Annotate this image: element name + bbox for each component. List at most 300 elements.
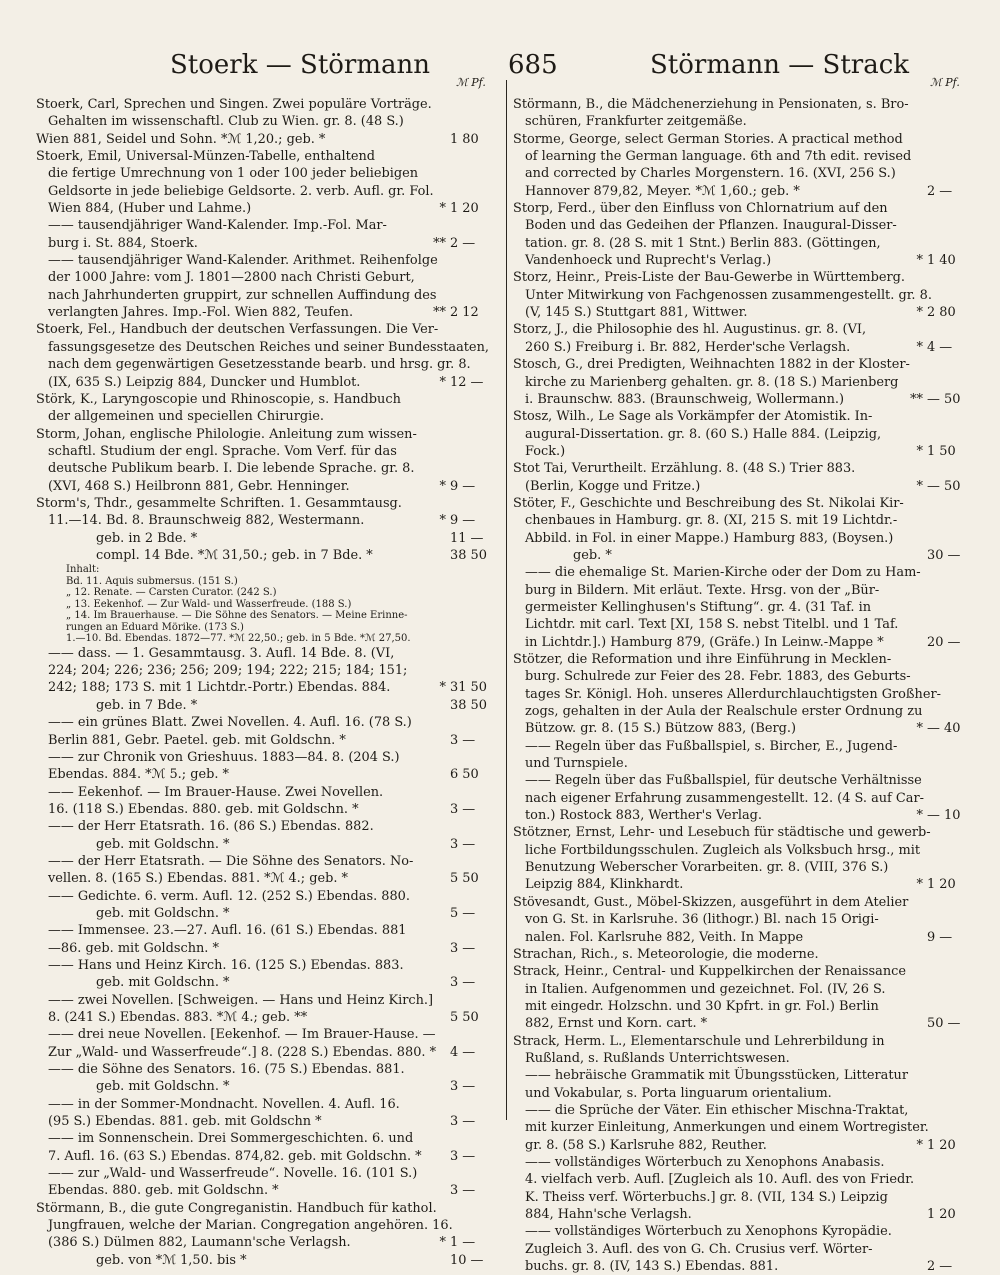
catalog-line <box>513 1154 971 1171</box>
entry-text: Fock.) <box>525 443 566 459</box>
entry-text: —— der Herr Etatsrath. 16. (86 S.) Ebendas. 882. <box>48 819 374 835</box>
catalog-line <box>36 888 494 905</box>
catalog-line <box>513 512 971 529</box>
entry-text: Stötzer, die Reformation und ihre Einführung in Mecklen- <box>513 652 892 667</box>
catalog-line <box>513 634 971 651</box>
catalog-line <box>36 443 494 460</box>
catalog-line <box>513 755 971 772</box>
entry-text: Storm's, Thdr., gesammelte Schriften. 1. Gesammtausg. <box>36 495 402 511</box>
entry-text: Boden und das Gedeihen der Pflanzen. Inaugural-Disser- <box>525 218 897 234</box>
entry-text: —— Regeln über das Fußballspiel, s. Bircher, E., Jugend- <box>525 738 898 754</box>
entry-text: geb. mit Goldschn. * <box>96 836 230 852</box>
catalog-line <box>513 963 971 980</box>
entry-text: —— zur „Wald- und Wasserfreude“. Novelle. 16. (101 S.) <box>48 1166 418 1182</box>
entry-text: gr. 8. (58 S.) Karlsruhe 882, Reuther. <box>525 1137 767 1153</box>
catalog-line <box>513 1067 971 1084</box>
entry-text: Hannover 879,82, Meyer. *ℳ 1,60.; geb. * <box>525 183 800 199</box>
catalog-line <box>36 165 494 182</box>
catalog-line <box>36 922 494 939</box>
entry-text: mit kurzer Einleitung, Anmerkungen und einem Wortregister. <box>525 1120 929 1136</box>
price: 9 — <box>927 929 953 945</box>
price: — 50 <box>927 478 961 494</box>
column-divider <box>506 80 507 1120</box>
catalog-line <box>513 772 971 789</box>
entry-text: (XVI, 468 S.) Heilbronn 881, Gebr. Henninger. <box>48 478 350 494</box>
entry-text: —— dass. — 1. Gesammtausg. 3. Aufl. 14 Bde. 8. (VI, <box>48 645 395 661</box>
entry-text: Stöter, F., Geschichte und Beschreibung des St. Nikolai Kir- <box>513 495 904 511</box>
catalog-line <box>513 703 971 720</box>
catalog-line <box>36 801 494 818</box>
catalog-line <box>36 818 494 835</box>
price: — 10 <box>927 808 961 824</box>
entry-text: Bd. 11. Aquis submersus. (151 S.) <box>66 575 238 587</box>
entry-text: „ 14. Im Brauerhause. — Die Söhne des Senators. — Meine Erinne- <box>66 610 408 622</box>
entry-text: (386 S.) Dülmen 882, Laumann'sche Verlagsh. <box>48 1235 351 1251</box>
catalog-line <box>513 1137 971 1154</box>
price-marker: * <box>916 1137 923 1153</box>
catalog-line <box>513 200 971 217</box>
entry-text: —— die Sprüche der Väter. Ein ethischer Mischna-Traktat, <box>525 1102 909 1118</box>
entry-text: und Vokabular, s. Porta linguarum orientalium. <box>525 1085 832 1101</box>
catalog-line <box>36 235 494 252</box>
catalog-line <box>513 235 971 252</box>
catalog-line <box>513 1033 971 1050</box>
catalog-line <box>36 1165 494 1182</box>
entry-text: Abbild. in Fol. in einer Mappe.) Hamburg 883, (Boysen.) <box>525 530 894 546</box>
catalog-line <box>36 304 494 321</box>
catalog-line <box>513 1050 971 1067</box>
entry-text: —— hebräische Grammatik mit Übungsstücken, Litteratur <box>525 1068 909 1084</box>
entry-text: die fertige Umrechnung von 1 oder 100 jeder beliebigen <box>48 166 419 182</box>
price: 9 — <box>450 513 476 529</box>
price: 3 — <box>450 940 476 956</box>
catalog-line <box>36 576 494 588</box>
entry-text: und Turnspiele. <box>525 756 628 772</box>
entry-text: (Berlin, Kogge und Fritze.) <box>525 478 701 494</box>
entry-text: K. Theiss verf. Wörterbuchs.] gr. 8. (VII, 134 S.) Leipzig <box>525 1189 888 1205</box>
catalog-line <box>513 998 971 1015</box>
entry-text: 242; 188; 173 S. mit 1 Lichtdr.-Portr.) Ebendas. 884. <box>48 680 391 696</box>
catalog-line <box>513 374 971 391</box>
entry-text: nalen. Fol. Karlsruhe 882, Veith. In Mappe <box>525 929 804 945</box>
entry-text: compl. 14 Bde. *ℳ 31,50.; geb. in 7 Bde. * <box>96 547 373 563</box>
catalog-line <box>513 321 971 338</box>
catalog-line <box>36 96 494 113</box>
catalog-line <box>36 599 494 611</box>
catalog-line <box>513 1258 971 1275</box>
entry-text: in Lichtdr.].) Hamburg 879, (Gräfe.) In Leinw.-Mappe * <box>525 634 884 650</box>
entry-text: rungen an Eduard Mörike. (173 S.) <box>66 621 244 633</box>
entry-text: Stosz, Wilh., Le Sage als Vorkämpfer der Atomistik. In- <box>513 409 873 425</box>
catalog-line <box>36 1234 494 1251</box>
entry-text: Stot Tai, Verurtheilt. Erzählung. 8. (48 S.) Trier 883. <box>513 461 856 477</box>
entry-text: mit eingedr. Holzschn. und 30 Kpfrt. in gr. Fol.) Berlin <box>525 998 879 1014</box>
entry-text: —— tausendjähriger Wand-Kalender. Imp.-Fol. Mar- <box>48 218 387 234</box>
entry-text: Vandenhoeck und Ruprecht's Verlag.) <box>525 253 772 269</box>
price-marker: * <box>439 680 446 696</box>
price: 3 — <box>450 975 476 991</box>
price: 12 — <box>450 374 484 390</box>
entry-text: Stötzner, Ernst, Lehr- und Lesebuch für städtische und gewerb- <box>513 825 931 841</box>
catalog-line <box>36 645 494 662</box>
price: 1 20 <box>927 1137 956 1153</box>
catalog-line <box>36 853 494 870</box>
catalog-line <box>36 622 494 634</box>
catalog-line <box>513 460 971 477</box>
entry-text: nach dem gegenwärtigen Gesetzesstande bearb. und hrsg. gr. 8. <box>48 357 471 373</box>
entry-text: 882, Ernst und Korn. cart. * <box>525 1016 708 1032</box>
catalog-line <box>36 217 494 234</box>
price: 5 — <box>450 905 476 921</box>
catalog-line <box>36 495 494 512</box>
catalog-line <box>36 974 494 991</box>
catalog-line <box>513 96 971 113</box>
catalog-line <box>513 842 971 859</box>
entry-text: tages Sr. Königl. Hoh. unseres Allerdurchlauchtigsten Großher- <box>525 686 941 702</box>
entry-text: schüren, Frankfurter zeitgemäße. <box>525 114 747 130</box>
entry-text: Geldsorte in jede beliebige Geldsorte. 2. verb. Aufl. gr. Fol. <box>48 183 434 199</box>
price-marker: * <box>916 305 923 321</box>
entry-text: „ 13. Eekenhof. — Zur Wald- und Wasserfreude. (188 S.) <box>66 598 352 610</box>
catalog-line <box>36 1217 494 1234</box>
entry-text: vellen. 8. (165 S.) Ebendas. 881. *ℳ 4.; geb. * <box>48 871 348 887</box>
catalog-line <box>36 610 494 622</box>
entry-text: kirche zu Marienberg gehalten. gr. 8. (18 S.) Marienberg <box>525 374 899 390</box>
catalog-line <box>513 686 971 703</box>
catalog-line <box>36 992 494 1009</box>
entry-text: nach eigener Erfahrung zusammengestellt. 12. (4 S. auf Car- <box>525 790 924 806</box>
entry-text: buchs. gr. 8. (IV, 143 S.) Ebendas. 881. <box>525 1259 779 1275</box>
price-marker: * <box>439 201 446 217</box>
price: 3 — <box>450 801 476 817</box>
price-marker: * <box>439 1235 446 1251</box>
price-marker: ** <box>433 235 446 251</box>
entry-text: Storm, Johan, englische Philologie. Anleitung zum wissen- <box>36 426 417 442</box>
entry-text: geb. mit Goldschn. * <box>96 975 230 991</box>
catalog-line <box>36 460 494 477</box>
entry-text: —— Gedichte. 6. verm. Aufl. 12. (252 S.) Ebendas. 880. <box>48 888 410 904</box>
price-marker: * <box>916 339 923 355</box>
entry-text: Wien 881, Seidel und Sohn. *ℳ 1,20.; geb. * <box>36 131 326 147</box>
price: 6 50 <box>450 767 479 783</box>
catalog-line <box>513 1223 971 1240</box>
catalog-line <box>36 287 494 304</box>
entry-text: 1.—10. Bd. Ebendas. 1872—77. *ℳ 22,50.; geb. in 5 Bde. *ℳ 27,50. <box>66 633 411 645</box>
entry-text: geb. von *ℳ 1,50. bis * <box>96 1252 247 1268</box>
entry-text: Unter Mitwirkung von Fachgenossen zusammengestellt. gr. 8. <box>525 287 932 303</box>
entry-text: der 1000 Jahre: vom J. 1801—2800 nach Christi Geburt, <box>48 270 415 286</box>
catalog-line <box>36 714 494 731</box>
catalog-line <box>513 564 971 581</box>
entry-text: 224; 204; 226; 236; 256; 209; 194; 222; 215; 184; 151; <box>48 663 408 679</box>
catalog-line <box>513 651 971 668</box>
catalog-line <box>513 165 971 182</box>
catalog-line <box>36 1148 494 1165</box>
price: 9 — <box>450 478 476 494</box>
catalog-line <box>513 304 971 321</box>
catalog-line <box>513 929 971 946</box>
catalog-line <box>36 113 494 130</box>
catalog-line <box>36 512 494 529</box>
price-marker: * <box>439 513 446 529</box>
entry-text: —— Regeln über das Fußballspiel, für deutsche Verhältnisse <box>525 773 922 789</box>
entry-text: Stosch, G., drei Predigten, Weihnachten 1882 in der Kloster- <box>513 357 910 373</box>
price: 10 — <box>450 1252 484 1268</box>
catalog-line <box>36 1182 494 1199</box>
catalog-line <box>513 1085 971 1102</box>
entry-text: Ebendas. 884. *ℳ 5.; geb. * <box>48 767 229 783</box>
price: 3 — <box>450 732 476 748</box>
entry-text: Storz, J., die Philosophie des hl. Augustinus. gr. 8. (VI, <box>513 322 867 338</box>
catalog-line <box>36 478 494 495</box>
price-unit-right: ℳ Pf. <box>930 76 960 89</box>
catalog-line <box>513 547 971 564</box>
catalog-line <box>513 269 971 286</box>
catalog-line <box>36 679 494 696</box>
entry-text: fassungsgesetze des Deutschen Reiches und seiner Bundesstaaten, <box>48 339 489 355</box>
entry-text: —— die Söhne des Senators. 16. (75 S.) Ebendas. 881. <box>48 1062 405 1078</box>
catalog-line <box>513 616 971 633</box>
price-marker: * <box>916 443 923 459</box>
entry-text: and corrected by Charles Morgenstern. 16. (XVI, 256 S.) <box>525 166 896 182</box>
entry-text: „ 12. Renate. — Carsten Curator. (242 S.) <box>66 587 277 599</box>
page-number: 685 <box>508 50 558 80</box>
catalog-line <box>513 738 971 755</box>
entry-text: —— in der Sommer-Mondnacht. Novellen. 4. Aufl. 16. <box>48 1096 400 1112</box>
catalog-line <box>513 668 971 685</box>
catalog-line <box>513 1015 971 1032</box>
entry-text: ton.) Rostock 883, Werther's Verlag. <box>525 808 763 824</box>
catalog-line <box>513 790 971 807</box>
catalog-line <box>36 131 494 148</box>
catalog-line <box>513 894 971 911</box>
catalog-line <box>513 495 971 512</box>
entry-text: Storp, Ferd., über den Einfluss von Chlornatrium auf den <box>513 201 888 217</box>
entry-text: geb. in 2 Bde. * <box>96 530 198 546</box>
entry-text: i. Braunschw. 883. (Braunschweig, Wollermann.) <box>525 391 845 407</box>
entry-text: zogs, gehalten in der Aula der Realschule erster Ordnung zu <box>525 704 923 720</box>
catalog-line <box>36 356 494 373</box>
catalog-line <box>513 1102 971 1119</box>
catalog-line <box>513 478 971 495</box>
price-marker: * <box>916 721 923 737</box>
catalog-line <box>36 1113 494 1130</box>
catalog-line <box>36 339 494 356</box>
catalog-line <box>513 1119 971 1136</box>
catalog-line <box>513 720 971 737</box>
entry-text: —— tausendjähriger Wand-Kalender. Arithmet. Reihenfolge <box>48 253 438 269</box>
entry-text: 260 S.) Freiburg i. Br. 882, Herder'sche Verlagsh. <box>525 339 851 355</box>
entry-text: geb. mit Goldschn. * <box>96 1079 230 1095</box>
price: 3 — <box>450 836 476 852</box>
price: 1 — <box>450 1235 476 1251</box>
catalog-line <box>513 530 971 547</box>
catalog-line <box>36 940 494 957</box>
catalog-line <box>513 183 971 200</box>
entry-text: Benutzung Weberscher Vorarbeiten. gr. 8. (VIII, 376 S.) <box>525 860 889 876</box>
entry-text: liche Fortbildungsschulen. Zugleich als Volksbuch hrsg., mit <box>525 842 921 858</box>
price: 31 50 <box>450 680 487 696</box>
entry-text: —— Hans und Heinz Kirch. 16. (125 S.) Ebendas. 883. <box>48 957 404 973</box>
price: 2 — <box>450 235 476 251</box>
catalog-line <box>513 113 971 130</box>
price: 1 20 <box>450 201 479 217</box>
entry-text: —— Eekenhof. — Im Brauer-Hause. Zwei Novellen. <box>48 784 384 800</box>
price: — 40 <box>927 721 961 737</box>
entry-text: burg in Bildern. Mit erläut. Texte. Hrsg. von der „Bür- <box>525 582 880 598</box>
catalog-line <box>36 587 494 599</box>
entry-text: 16. (118 S.) Ebendas. 880. geb. mit Goldschn. * <box>48 801 359 817</box>
price-marker: * <box>916 808 923 824</box>
entry-text: Lichtdr. mit carl. Text [XI, 158 S. nebst Titelbl. und 1 Taf. <box>525 617 899 633</box>
catalog-line <box>513 599 971 616</box>
entry-text: Stövesandt, Gust., Möbel-Skizzen, ausgeführt in dem Atelier <box>513 894 909 910</box>
entry-text: Inhalt: <box>66 564 100 576</box>
entry-text: Zugleich 3. Aufl. des von G. Ch. Crusius verf. Wörter- <box>525 1241 873 1257</box>
entry-text: —— ein grünes Blatt. Zwei Novellen. 4. Aufl. 16. (78 S.) <box>48 715 412 731</box>
catalog-line <box>513 408 971 425</box>
catalog-line <box>36 374 494 391</box>
price: 38 50 <box>450 547 487 563</box>
price: 1 20 <box>927 877 956 893</box>
catalog-line <box>513 426 971 443</box>
catalog-line <box>36 732 494 749</box>
catalog-line <box>513 946 971 963</box>
catalog-line <box>36 183 494 200</box>
entry-text: Ebendas. 880. geb. mit Goldschn. * <box>48 1183 279 1199</box>
entry-text: 8. (241 S.) Ebendas. 883. *ℳ 4.; geb. ** <box>48 1010 308 1025</box>
page-header <box>30 50 970 90</box>
price-marker: ** <box>910 391 923 407</box>
price: 2 80 <box>927 305 956 321</box>
catalog-line <box>36 1130 494 1147</box>
price: 2 — <box>927 183 953 199</box>
price-marker: * <box>916 253 923 269</box>
price: 5 50 <box>450 1010 479 1025</box>
entry-text: Strack, Heinr., Central- und Kuppelkirchen der Renaissance <box>513 964 906 980</box>
price-unit-left: ℳ Pf. <box>456 76 486 89</box>
entry-text: in Italien. Aufgenommen und gezeichnet. Fol. (IV, 26 S. <box>525 981 886 997</box>
catalog-line <box>513 217 971 234</box>
entry-text: —— vollständiges Wörterbuch zu Xenophons Anabasis. <box>525 1154 885 1170</box>
entry-text: —— zwei Novellen. [Schweigen. — Hans und Heinz Kirch.] <box>48 992 434 1008</box>
entry-text: of learning the German language. 6th and 7th edit. revised <box>525 149 912 165</box>
catalog-line <box>36 870 494 887</box>
price: 1 50 <box>927 443 956 459</box>
entry-text: —— der Herr Etatsrath. — Die Söhne des Senators. No- <box>48 853 414 869</box>
price-marker: ** <box>433 305 446 321</box>
entry-text: 11.—14. Bd. 8. Braunschweig 882, Westermann. <box>48 513 365 529</box>
entry-text: 7. Aufl. 16. (63 S.) Ebendas. 874,82. geb. mit Goldschn. * <box>48 1148 422 1164</box>
entry-text: geb. in 7 Bde. * <box>96 697 198 713</box>
entry-text: geb. * <box>573 547 612 563</box>
entry-text: Stoerk, Fel., Handbuch der deutschen Verfassungen. Die Ver- <box>36 322 439 338</box>
catalog-line <box>513 859 971 876</box>
entry-text: Zur „Wald- und Wasserfreude“.] 8. (228 S.) Ebendas. 880. * <box>48 1044 437 1060</box>
catalog-line <box>513 391 971 408</box>
entry-text: —— vollständiges Wörterbuch zu Xenophons Kyropädie. <box>525 1224 892 1240</box>
catalog-line <box>513 131 971 148</box>
entry-text: Storz, Heinr., Preis-Liste der Bau-Gewerbe in Württemberg. <box>513 270 906 286</box>
entry-text: Wien 884, (Huber und Lahme.) <box>48 201 252 217</box>
entry-text: 884, Hahn'sche Verlagsh. <box>525 1207 692 1222</box>
price: 4 — <box>450 1044 476 1060</box>
catalog-line <box>513 1241 971 1258</box>
catalog-line <box>36 426 494 443</box>
entry-text: Störmann, B., die Mädchenerziehung in Pensionaten, s. Bro- <box>513 97 909 112</box>
entry-text: burg. Schulrede zur Feier des 28. Febr. 1883, des Geburts- <box>525 669 911 685</box>
price: 2 12 <box>450 305 479 321</box>
price: 3 — <box>450 1183 476 1199</box>
entry-text: deutsche Publikum bearb. I. Die lebende Sprache. gr. 8. <box>48 461 415 477</box>
catalog-line <box>513 911 971 928</box>
entry-text: Berlin 881, Gebr. Paetel. geb. mit Goldschn. * <box>48 732 346 748</box>
entry-text: —— die ehemalige St. Marien-Kirche oder der Dom zu Ham- <box>525 565 921 581</box>
entry-text: Bützow. gr. 8. (15 S.) Bützow 883, (Berg.) <box>525 721 797 737</box>
price: 38 50 <box>450 697 487 713</box>
entry-text: —— drei neue Novellen. [Eekenhof. — Im Brauer-Hause. — <box>48 1027 436 1043</box>
entry-text: burg i. St. 884, Stoerk. <box>48 235 198 251</box>
catalog-line <box>36 408 494 425</box>
entry-text: Leipzig 884, Klinkhardt. <box>525 877 684 893</box>
entry-text: nach Jahrhunderten gruppirt, zur schnellen Auffindung des <box>48 287 437 303</box>
catalog-line <box>36 269 494 286</box>
price-marker: * <box>439 374 446 390</box>
price: 50 — <box>927 1016 961 1032</box>
entry-text: verlangten Jahres. Imp.-Fol. Wien 882, Teufen. <box>48 305 354 321</box>
catalog-line <box>513 876 971 893</box>
catalog-line <box>36 697 494 714</box>
entry-text: —86. geb. mit Goldschn. * <box>48 940 219 956</box>
catalog-line <box>513 1171 971 1188</box>
entry-text: Gehalten im wissenschaftl. Club zu Wien. gr. 8. (48 S.) <box>48 114 404 130</box>
entry-text: Störk, K., Laryngoscopie und Rhinoscopie, s. Handbuch <box>36 391 401 407</box>
price: 1 20 <box>927 1207 956 1222</box>
catalog-line <box>36 1096 494 1113</box>
entry-text: Jungfrauen, welche der Marian. Congregation angehören. 16. <box>48 1218 453 1234</box>
catalog-line <box>513 443 971 460</box>
header-right-range: Störmann — Strack <box>650 50 910 80</box>
catalog-line <box>36 633 494 645</box>
price: 5 50 <box>450 871 479 887</box>
catalog-line <box>36 200 494 217</box>
catalog-line <box>36 1026 494 1043</box>
price-marker: * <box>916 877 923 893</box>
entry-text: augural-Dissertation. gr. 8. (60 S.) Halle 884. (Leipzig, <box>525 426 882 442</box>
entry-text: schaftl. Studium der engl. Sprache. Vom Verf. für das <box>48 443 397 459</box>
entry-text: germeister Kellinghusen's Stiftung“. gr. 4. (31 Taf. in <box>525 599 871 615</box>
entry-text: —— Immensee. 23.—27. Aufl. 16. (61 S.) Ebendas. 881 <box>48 923 407 939</box>
price-marker: * <box>916 478 923 494</box>
price: 1 40 <box>927 253 956 269</box>
entry-text: 4. vielfach verb. Aufl. [Zugleich als 10. Aufl. des von Friedr. <box>525 1172 915 1188</box>
catalog-line <box>513 807 971 824</box>
catalog-line <box>513 824 971 841</box>
entry-text: der allgemeinen und speciellen Chirurgie. <box>48 409 324 425</box>
catalog-line <box>36 836 494 853</box>
catalog-line <box>36 391 494 408</box>
catalog-line <box>513 356 971 373</box>
catalog-line <box>36 564 494 576</box>
entry-text: Störmann, B., die gute Congreganistin. Handbuch für kathol. <box>36 1200 437 1216</box>
price: — 50 <box>927 391 961 407</box>
entry-text: geb. mit Goldschn. * <box>96 905 230 921</box>
catalog-line <box>36 1009 494 1026</box>
price: 1 80 <box>450 131 479 147</box>
catalog-line <box>513 582 971 599</box>
catalog-line <box>36 957 494 974</box>
catalog-line <box>36 148 494 165</box>
